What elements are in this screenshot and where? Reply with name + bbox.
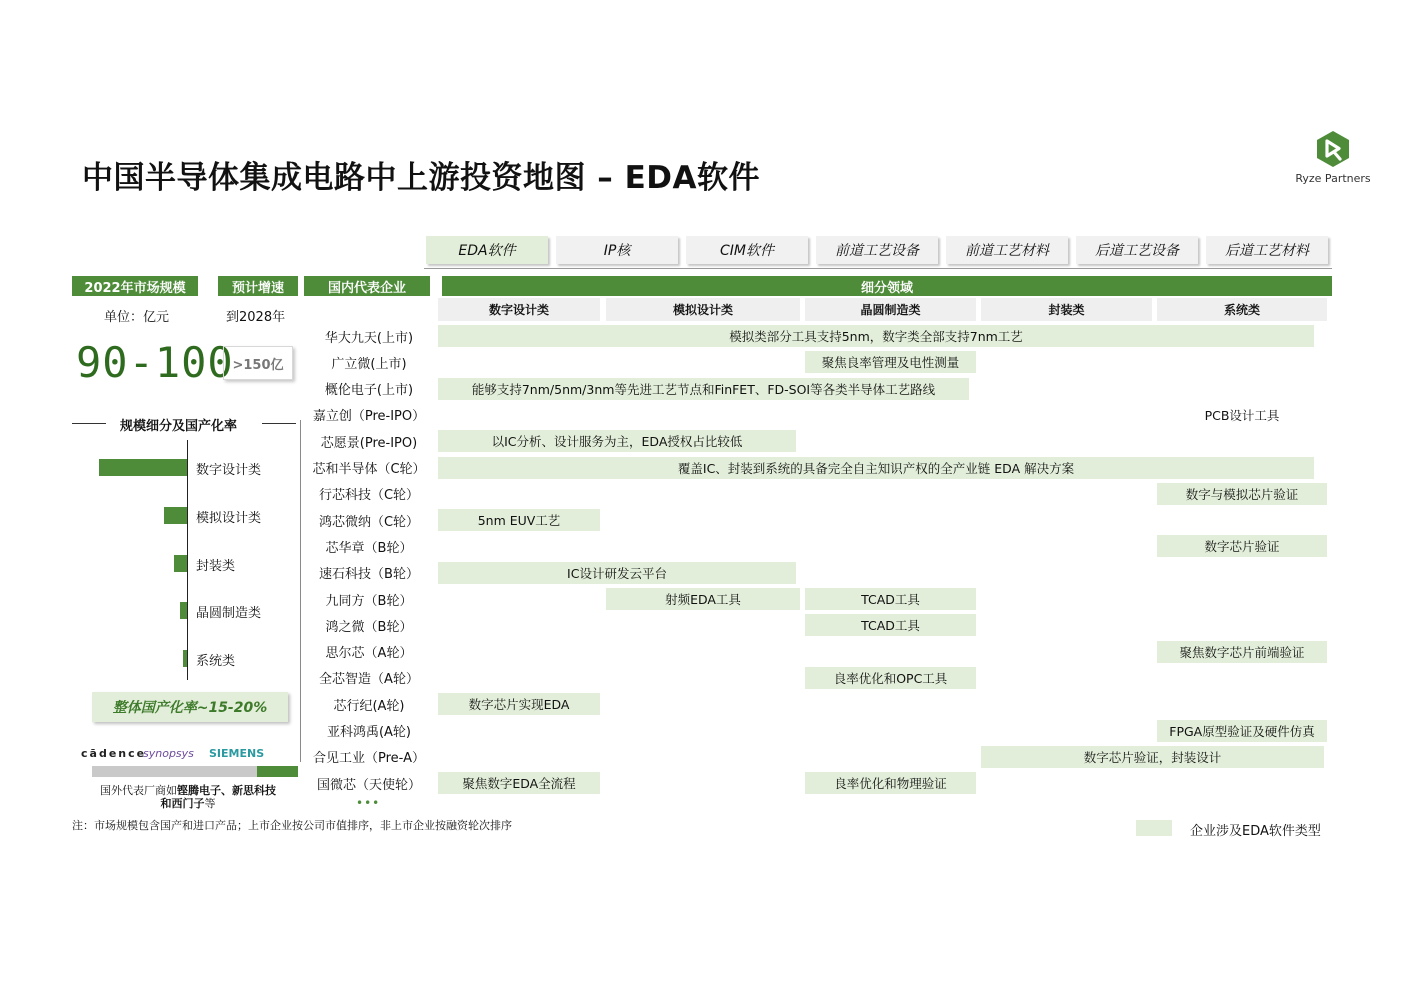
segment-header-4: 封装类 [981, 298, 1152, 321]
unit-label: 单位：亿元 [104, 310, 170, 325]
growth-header: 预计增速 [218, 276, 298, 296]
company-name: 亚科鸿禹(A轮) [326, 725, 412, 740]
segment-cell: PCB设计工具 [1204, 407, 1280, 423]
segment-cell: IC设计研发云平台 [438, 562, 796, 584]
company-name: 速石科技（B轮） [319, 567, 419, 583]
more-marker: ••• [356, 796, 381, 810]
ryze-logo-icon [1315, 130, 1351, 168]
breakdown-label-5: 系统类 [196, 654, 236, 670]
company-name: 国微芯（天使轮） [316, 777, 421, 793]
foreign-vendors-note [82, 784, 294, 810]
company-name: 嘉立创（Pre-IPO） [312, 409, 426, 425]
tab-4[interactable]: 前道工艺设备 [816, 236, 938, 264]
market-size-value: 90-100 [76, 338, 234, 387]
breakdown-label-1: 数字设计类 [196, 463, 262, 478]
segment-cell: 能够支持7nm/5nm/3nm等先进工艺节点和FinFET、FD-SOI等各类半导体工艺路线 [438, 378, 969, 400]
company-name: 思尔芯（A轮） [325, 646, 413, 662]
segment-cell: 聚焦良率管理及电性测量 [805, 351, 976, 373]
tab-6[interactable]: 后道工艺设备 [1076, 236, 1198, 264]
segment-cell: TCAD工具 [805, 614, 976, 636]
segment-cell: TCAD工具 [805, 588, 976, 610]
growth-forecast: >150亿 [223, 346, 293, 380]
page-title: 中国半导体集成电路中上游投资地图 – EDA软件 [82, 160, 760, 196]
company-name: 华大九天(上市) [324, 330, 414, 346]
tab-1[interactable]: EDA软件 [426, 236, 548, 264]
breakdown-bar-1 [99, 459, 187, 476]
company-name: 芯和半导体（C轮） [312, 462, 426, 477]
company-name: 芯华章（B轮） [325, 540, 413, 556]
tab-2[interactable]: IP核 [556, 236, 678, 264]
market-size-header: 2022年市场规模 [72, 276, 198, 296]
breakdown-axis [187, 440, 188, 680]
segment-cell: 聚焦数字EDA全流程 [438, 772, 600, 794]
breakdown-bar-5 [183, 650, 187, 667]
segment-cell: FPGA原型验证及硬件仿真 [1157, 720, 1327, 742]
segment-cell: 良率优化和物理验证 [805, 772, 976, 794]
company-name: 芯行纪(A轮) [333, 698, 405, 714]
breakdown-bar-4 [180, 602, 187, 619]
localization-rate: 整体国产化率~15-20% [92, 692, 288, 722]
segment-cell: 数字芯片实现EDA [438, 693, 600, 715]
breakdown-rule-right [262, 423, 296, 424]
company-name: 芯愿景(Pre-IPO) [320, 435, 418, 451]
segment-cell: 良率优化和OPC工具 [805, 667, 976, 689]
legend-swatch [1136, 820, 1172, 836]
segment-header-2: 模拟设计类 [606, 298, 800, 321]
localization-share-fill [257, 766, 298, 777]
segment-cell: 聚焦数字芯片前端验证 [1157, 641, 1327, 663]
tab-divider [424, 268, 1332, 269]
company-name: 鸿芯微纳（C轮） [318, 514, 420, 530]
company-name: 九同方（B轮） [325, 593, 413, 609]
footnote: 注：市场规模包含国产和进口产品；上市企业按公司市值排序，非上市企业按融资轮次排序 [72, 819, 512, 832]
company-logo [1288, 130, 1378, 185]
breakdown-label-4: 晶圆制造类 [196, 606, 262, 622]
segment-header-1: 数字设计类 [438, 298, 600, 321]
segment-cell: 模拟类部分工具支持5nm，数字类全部支持7nm工艺 [438, 325, 1314, 347]
localization-share-bar [92, 766, 298, 777]
segment-cell: 5nm EUV工艺 [438, 509, 600, 531]
company-name: 全芯智造（A轮） [319, 672, 419, 688]
legend-label: 企业涉及EDA软件类型 [1190, 824, 1321, 839]
note-bold-1: 铿腾电子、新思科技 [177, 784, 276, 797]
breakdown-bar-2 [164, 507, 187, 524]
note-suffix: 等 [204, 797, 216, 810]
year-label: 到2028年 [226, 310, 286, 325]
segment-cell: 覆盖IC、封装到系统的具备完全自主知识产权的全产业链 EDA 解决方案 [438, 457, 1314, 479]
cadence-logo: cādence [81, 747, 147, 760]
synopsys-logo: synopsys [143, 747, 194, 760]
company-name: 合见工业（Pre-A） [313, 751, 425, 767]
note-bold-2: 和西门子 [160, 797, 205, 810]
breakdown-label-3: 封装类 [196, 558, 236, 574]
segments-header: 细分领域 [442, 276, 1332, 296]
company-name: 概伦电子(上市) [324, 383, 414, 399]
breakdown-bar-3 [174, 555, 187, 572]
segment-cell: 以IC分析、设计服务为主，EDA授权占比较低 [438, 430, 796, 452]
logo-text: Ryze Partners [1295, 172, 1371, 185]
segment-header-5: 系统类 [1157, 298, 1327, 321]
segment-header-3: 晶圆制造类 [805, 298, 976, 321]
breakdown-rule-left [72, 423, 106, 424]
breakdown-title: 规模细分及国产化率 [120, 419, 238, 434]
company-name: 鸿之微（B轮） [325, 619, 413, 635]
siemens-logo: SIEMENS [209, 747, 265, 760]
note-prefix: 国外代表厂商如 [100, 784, 177, 797]
segment-cell: 数字与模拟芯片验证 [1157, 483, 1327, 505]
tab-5[interactable]: 前道工艺材料 [946, 236, 1068, 264]
segment-cell: 射频EDA工具 [606, 588, 800, 610]
segment-cell: 数字芯片验证，封装设计 [981, 746, 1324, 768]
companies-header: 国内代表企业 [304, 276, 430, 296]
company-name: 广立微(上市) [331, 356, 407, 372]
breakdown-label-2: 模拟设计类 [196, 510, 262, 526]
tab-3[interactable]: CIM软件 [686, 236, 808, 264]
tab-7[interactable]: 后道工艺材料 [1206, 236, 1328, 264]
company-name: 行芯科技（C轮） [318, 488, 420, 504]
segment-cell: 数字芯片验证 [1157, 535, 1327, 557]
